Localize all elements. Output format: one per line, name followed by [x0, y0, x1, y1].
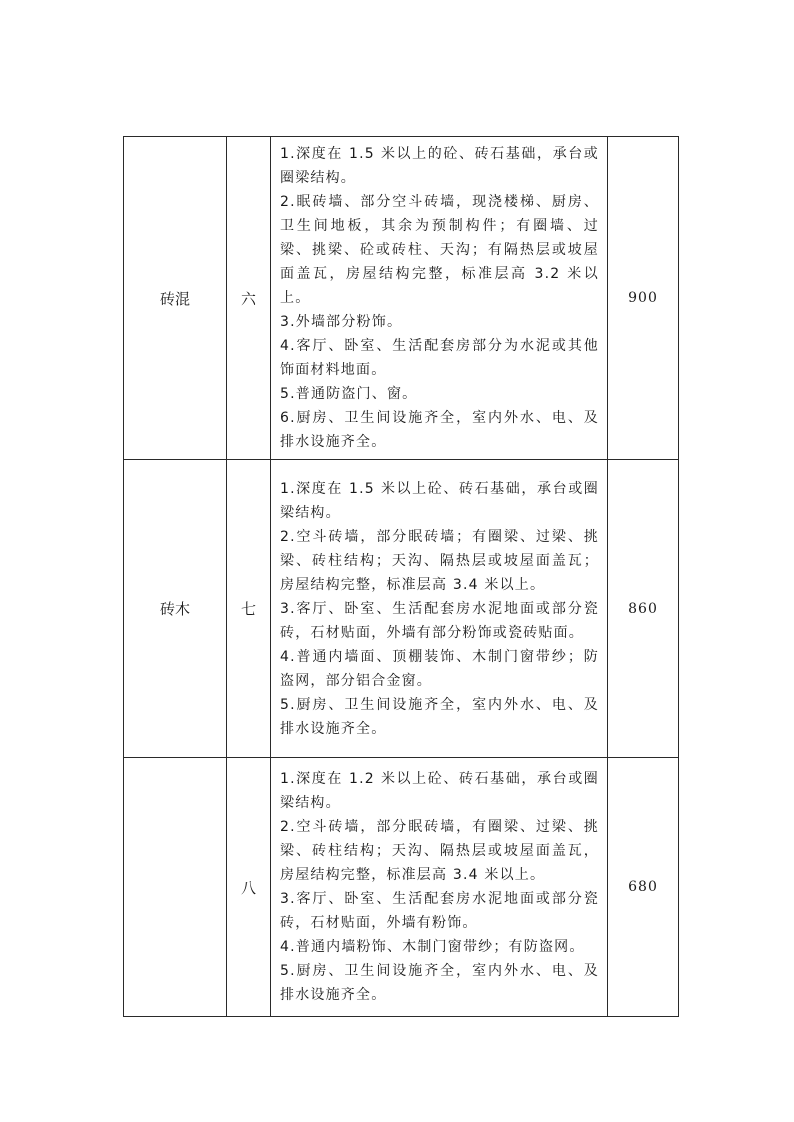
description-item: 2.空斗砖墙，部分眠砖墙；有圈梁、过梁、挑梁、砖柱结构；天沟、隔热层或坡屋面盖瓦；房屋结构完整，标准层高 3.4 米以上。: [280, 528, 599, 593]
description-item: 1.深度在 1.5 米以上砼、砖石基础，承台或圈梁结构。: [280, 480, 599, 521]
description-item: 2.眠砖墙、部分空斗砖墙，现浇楼梯、厨房、卫生间地板，其余为预制构件；有圈墙、过梁、挑梁、砼或砖柱、天沟；有隔热层或坡屋面盖瓦，房屋结构完整，标准层高 3.2 米以上。: [280, 194, 599, 306]
description-item: 5.普通防盗门、窗。: [280, 386, 418, 402]
description-item: 1.深度在 1.5 米以上的砼、砖石基础，承台或圈梁结构。: [280, 146, 599, 186]
structure-type-cell: 砖木: [124, 460, 227, 758]
structure-type-cell: 砖混: [124, 137, 227, 460]
description-item: 4.普通内墙粉饰、木制门窗带纱；有防盗网。: [280, 939, 585, 955]
table-row: [124, 137, 679, 460]
description-list: [280, 477, 599, 741]
description-item: 3.客厅、卧室、生活配套房水泥地面或部分瓷砖，石材贴面，外墙有部分粉饰或瓷砖贴面。: [280, 600, 599, 641]
description-item: 6.厨房、卫生间设施齐全，室内外水、电、及排水设施齐全。: [280, 410, 599, 450]
grade-cell: 八: [227, 758, 271, 1017]
grade-cell: 六: [227, 137, 271, 460]
description-cell: [271, 137, 608, 460]
description-list: [280, 142, 599, 454]
description-item: 2.空斗砖墙，部分眠砖墙，有圈梁、过梁、挑梁、砖柱结构；天沟、隔热层或坡屋面盖瓦，房屋结构完整，标准层高 3.4 米以上。: [280, 819, 599, 883]
description-item: 4.客厅、卧室、生活配套房部分为水泥或其他饰面材料地面。: [280, 338, 599, 378]
description-list: [280, 767, 599, 1007]
description-cell: [271, 460, 608, 758]
housing-grade-table: [123, 136, 679, 1017]
price-cell: 680: [608, 758, 679, 1017]
table-row: [124, 758, 679, 1017]
description-item: 3.外墙部分粉饰。: [280, 314, 403, 330]
description-item: 3.客厅、卧室、生活配套房水泥地面或部分瓷砖，石材贴面，外墙有粉饰。: [280, 891, 599, 931]
price-cell: 860: [608, 460, 679, 758]
description-item: 1.深度在 1.2 米以上砼、砖石基础，承台或圈梁结构。: [280, 771, 599, 811]
grade-cell: 七: [227, 460, 271, 758]
description-item: 5.厨房、卫生间设施齐全，室内外水、电、及排水设施齐全。: [280, 696, 599, 737]
structure-type-cell: [124, 758, 227, 1017]
description-item: 5.厨房、卫生间设施齐全，室内外水、电、及排水设施齐全。: [280, 963, 599, 1003]
description-item: 4.普通内墙面、顶棚装饰、木制门窗带纱；防盗网，部分铝合金窗。: [280, 648, 599, 689]
price-cell: 900: [608, 137, 679, 460]
description-cell: [271, 758, 608, 1017]
table-row: [124, 460, 679, 758]
